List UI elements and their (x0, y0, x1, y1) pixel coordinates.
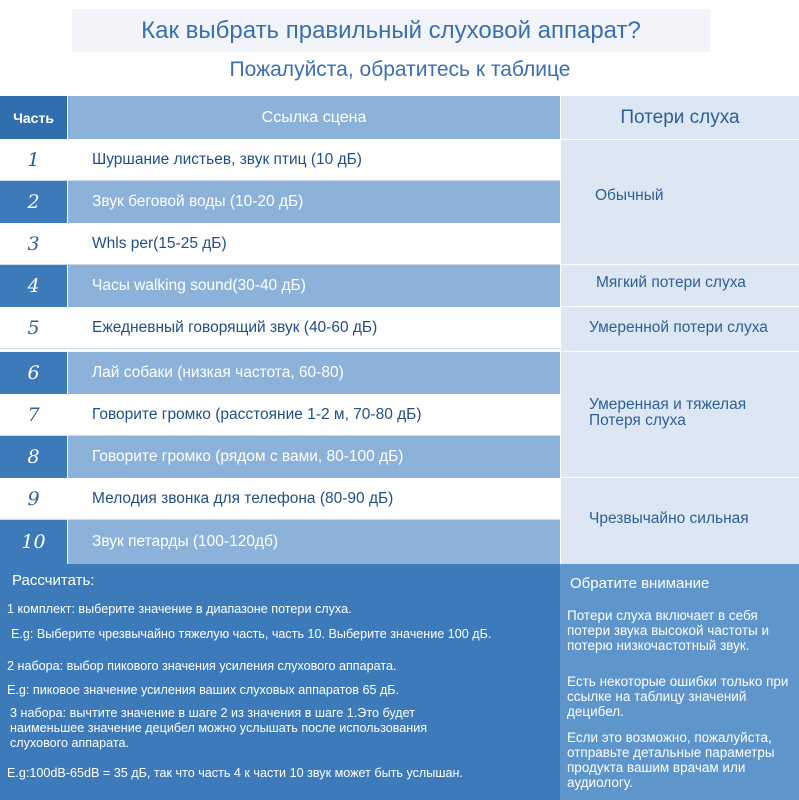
loss-moderate (561, 307, 799, 352)
table-row (0, 181, 560, 223)
loss-label: Обычный (595, 187, 664, 204)
calc-step-2: 2 набора: выбор пикового значения усиления слухового аппарата. (7, 659, 397, 673)
calc-step-3: 3 набора: вычтите значение в шаге 2 из значения в шаге 1.Это будет (10, 706, 416, 720)
calc-example-1: E.g: Выберите чрезвычайно тяжелую часть, часть 10. Выберите значение 100 дБ. (11, 627, 492, 641)
table-row (0, 307, 560, 349)
row-scene: Лай собаки (низкая частота, 60-80) (68, 352, 560, 394)
calc-step-3-cont: наименьшее значение децибел можно услышать после использования (10, 721, 428, 735)
table-row (0, 352, 560, 394)
row-scene: Звук беговой воды (10-20 дБ) (68, 181, 560, 223)
row-scene: Часы walking sound(30-40 дБ) (68, 265, 560, 307)
table-row (0, 394, 560, 436)
page-subtitle: Пожалуйста, обратитесь к таблице (229, 58, 571, 81)
hearing-table (0, 96, 799, 564)
loss-moderate-severe (561, 352, 799, 478)
row-scene: Говорите громко (расстояние 1-2 м, 70-80 дБ) (68, 394, 560, 436)
header-part: Часть (0, 96, 67, 139)
loss-extreme (561, 478, 799, 564)
table-row (0, 478, 560, 520)
row-number: 9 (0, 478, 67, 520)
row-scene: Whls per(15-25 дБ) (68, 223, 560, 265)
row-scene: Звук петарды (100-120дб) (68, 520, 560, 564)
row-number: 4 (0, 265, 67, 307)
calc-example-3: E.g:100dB-65dB = 35 дБ, так что часть 4 к части 10 звук может быть услышан. (7, 766, 463, 780)
row-number: 6 (0, 352, 67, 394)
title-box (72, 9, 710, 52)
table-row (0, 139, 560, 181)
loss-label: Чрезвычайно сильная (589, 510, 749, 527)
row-number: 5 (0, 307, 67, 349)
row-scene: Говорите громко (рядом с вами, 80-100 дБ) (68, 436, 560, 478)
note-paragraph: Потери слуха включает в себя потери звука высокой частоты и потерю низкочастотный звук. (567, 608, 769, 653)
calc-example-2: E.g: пиковое значение усиления ваших слуховых аппаратов 65 дБ. (7, 683, 400, 697)
calculate-title: Рассчитать: (12, 572, 95, 589)
row-number: 3 (0, 223, 67, 265)
table-row (0, 436, 560, 478)
note-panel (560, 564, 799, 800)
row-scene: Мелодия звонка для телефона (80-90 дБ) (68, 478, 560, 520)
row-number: 7 (0, 394, 67, 436)
page-title: Как выбрать правильный слуховой аппарат? (141, 16, 641, 44)
note-paragraph: Есть некоторые ошибки только при ссылке на таблицу значений децибел. (567, 674, 789, 719)
loss-label: Мягкий потери слуха (596, 273, 746, 291)
table-row (0, 265, 560, 307)
header-hearing-loss: Потери слуха (561, 96, 799, 139)
table-row (0, 223, 560, 265)
loss-normal (561, 140, 799, 265)
calc-step-3-end: слухового аппарата. (10, 736, 129, 750)
row-scene: Шуршание листьев, звук птиц (10 дБ) (68, 139, 560, 181)
calc-step-1: 1 комплект: выберите значение в диапазоне потери слуха. (7, 602, 352, 616)
loss-mild (561, 265, 799, 307)
row-number: 8 (0, 436, 67, 478)
row-number: 2 (0, 181, 67, 223)
loss-label: Умеренной потери слуха (589, 319, 768, 336)
row-number: 10 (0, 520, 67, 564)
subtitle-box (150, 54, 650, 86)
row-number: 1 (0, 139, 67, 181)
calculate-panel (0, 564, 560, 800)
table-row (0, 520, 560, 564)
header-reference-scene: Ссылка сцена (68, 96, 560, 139)
note-paragraph: Если это возможно, пожалуйста, отправьте детальные параметры продукта вашим врачам или аудиологу. (567, 730, 775, 790)
note-title: Обратите внимание (570, 575, 710, 592)
loss-label: Умеренная и тяжелая Потеря слуха (589, 395, 747, 429)
row-scene: Ежедневный говорящий звук (40-60 дБ) (68, 307, 560, 349)
